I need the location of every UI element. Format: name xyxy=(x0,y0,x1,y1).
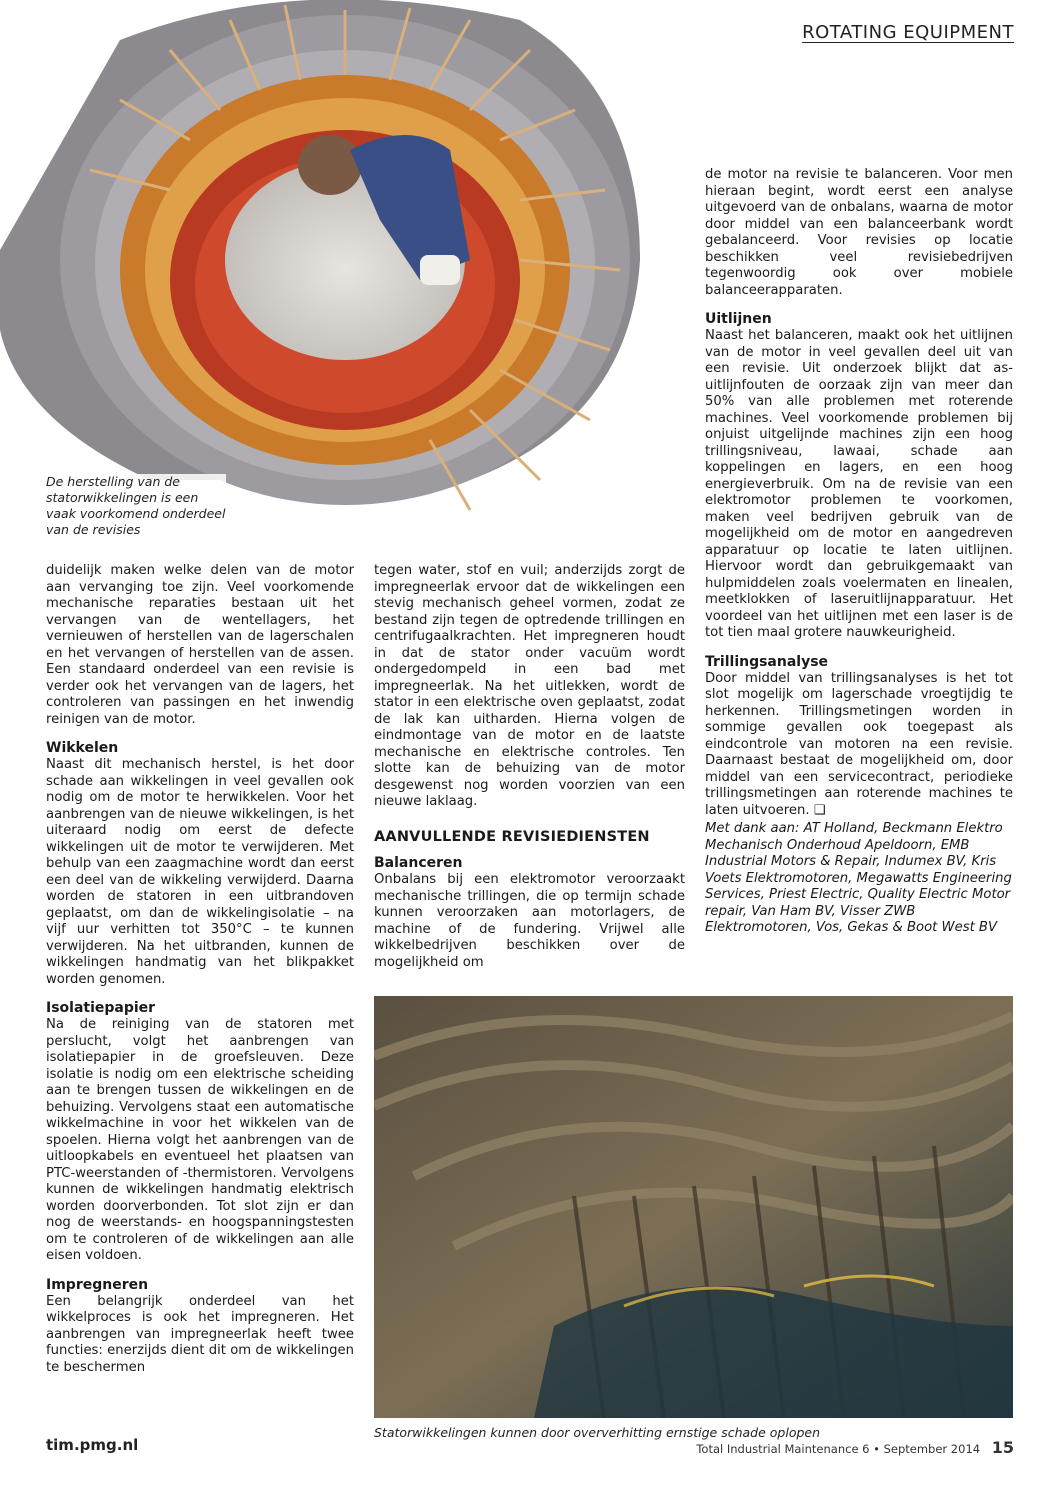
impregneren-continued-paragraph: tegen water, stof en vuil; anderzijds zorgt de impregneerlak ervoor dat de wikkelingen een stevig mechanisch geheel vormen, zodat ze bestand zijn tegen de optredende trillingen en centrifugaalkrachten. Het impregneren houdt in dat de stator onder vacuüm wordt ondergedompeld in een bad met impregneerlak. Na het uitlekken, wordt de stator in een elektrische oven geplaatst, zodat de lak kan uitharden. Hierna volgen de eindmontage van de motor en de laatste mechanische en elektrische controles. Ten slotte kan de behuizing van de motor desgewenst nog worden voorzien van een nieuwe laklaag. xyxy=(374,563,685,809)
heading-aanvullende-revisiediensten: AANVULLENDE REVISIEDIENSTEN xyxy=(374,828,650,845)
publication-info: Total Industrial Maintenance 6 • September 2014 xyxy=(696,1442,981,1456)
column-2 xyxy=(374,563,685,983)
trillingsanalyse-paragraph: Door middel van trillingsanalyses is het tot slot mogelijk om lagerschade vroegtijdig te herkennen. Trillingsmetingen worden in sommige gevallen ook toegepast als eindcontrole van motoren na een revisie. Daarnaast bestaat de mogelijkheid om, door middel van een servicecontract, periodieke trillingsmetingen aan roterende machines te laten uitvoeren. ❑ xyxy=(705,670,1013,818)
intro-paragraph: duidelijk maken welke delen van de motor aan vervanging toe zijn. Veel voorkomende mechanische reparaties bestaan uit het vervangen van de wentellagers, het vernieuwen of herstellen van de lagerschalen en het vervangen of herstellen van de assen. Een standaard onderdeel van een revisie is verder ook het vervangen van de lagers, het controleren van passingen en het inwendig reinigen van de motor. xyxy=(46,563,354,727)
column-1 xyxy=(46,563,354,1388)
top-photo-caption: De herstelling van de statorwikkelingen is een vaak voorkomend onderdeel van de revisies xyxy=(46,474,226,537)
stator-photo xyxy=(0,0,650,545)
heading-isolatiepapier: Isolatiepapier xyxy=(46,1000,156,1016)
page-number: 15 xyxy=(991,1438,1014,1457)
heading-balanceren: Balanceren xyxy=(374,855,463,871)
footer-publication xyxy=(696,1438,1014,1457)
balanceren-paragraph: Onbalans bij een elektromotor veroorzaakt mechanische trillingen, die op termijn schade kunnen veroorzaken aan motorlagers, de machine of de fundering. Vrijwel alle wikkelbedrijven beschikken over de mogelijkheid om xyxy=(374,872,685,970)
uitlijnen-paragraph: Naast het balanceren, maakt ook het uitlijnen van de motor in veel gevallen deel uit van een revisie. Uit onderzoek blijkt dat as-uitlijnfouten de oorzaak zijn van meer dan 50% van alle problemen met roterende machines. Veel voorkomende problemen bij onjuist uitgelijnde machines zijn een hoog trillingsniveau, lawaai, schade aan koppelingen en lagers, en een hoog energieverbruik. Om na de revisie van een elektromotor problemen te voorkomen, maken veel bedrijven gebruik van de mogelijkheid om de motor en aangedreven apparatuur op locatie te laten uitlijnen. Hiervoor wordt dan gebruikgemaakt van hulpmiddelen zoals voelermaten en linealen, meetklokken of laseruitlijnapparatuur. Het voordeel van het uitlijnen met een laser is de tot tien maal grotere nauwkeurigheid. xyxy=(705,328,1013,640)
wikkelen-paragraph: Naast dit mechanisch herstel, is het door schade aan wikkelingen in veel gevallen ook nodig om de motor te herwikkelen. Voor het aanbrengen van de nieuwe wikkelingen, is het uiteraard nodig om eerst de defecte wikkelingen uit de motor te verwijderen. Met behulp van een zaagmachine wordt dan eerst een deel van de wikkeling verwijderd. Daarna worden de statoren in een uitbrandoven geplaatst, om dan de wikkelingisolatie – na vijf uur verhitten tot 350°C – te kunnen verwijderen. Na het uitbranden, kunnen de wikkelingen handmatig van het blikpakket worden genomen. xyxy=(46,757,354,987)
heading-uitlijnen: Uitlijnen xyxy=(705,311,772,327)
heading-impregneren: Impregneren xyxy=(46,1276,149,1293)
isolatiepapier-paragraph: Na de reiniging van de statoren met perslucht, volgt het aanbrengen van isolatiepapier in de groefsleuven. Deze isolatie is nodig om een elektrische scheiding aan te brengen tussen de wikkelingen en de behuizing. Vervolgens staat een automatische wikkelmachine in voor het wikkelen van de spoelen. Hierna volgt het aanbrengen van de uitloopkabels en eventueel het plaatsen van PTC-weerstanden of -thermistoren. Vervolgens kunnen de wikkelingen handmatig elektrisch worden doorverbonden. Tot slot zijn er dan nog de weerstands- en hoogspanningstesten om te controleren of de wikkelingen aan alle eisen voldoen. xyxy=(46,1017,354,1263)
website-link[interactable]: tim.pmg.nl xyxy=(46,1436,139,1454)
damaged-windings-photo xyxy=(374,996,1013,1418)
section-label: ROTATING EQUIPMENT xyxy=(802,22,1014,43)
bottom-photo-caption: Statorwikkelingen kunnen door oververhitting ernstige schade oplopen xyxy=(374,1425,821,1440)
acknowledgements: Met dank aan: AT Holland, Beckmann Elektro Mechanisch Onderhoud Apeldoorn, EMB Industrial Motors & Repair, Indumex BV, Kris Voets Elektromotoren, Megawatts Engineering Services, Priest Electric, Quality Electric Motor repair, Van Ham BV, Visser ZWB Elektromotoren, Vos, Gekas & Boot West BV xyxy=(705,821,1012,935)
column-3 xyxy=(705,167,1013,949)
impregneren-paragraph: Een belangrijk onderdeel van het wikkelproces is ook het impregneren. Het aanbrengen van impregneerlak heeft twee functies: enerzijds dient dit om de wikkelingen te beschermen xyxy=(46,1293,354,1375)
heading-wikkelen: Wikkelen xyxy=(46,740,119,756)
balanceren-continued-paragraph: de motor na revisie te balanceren. Voor men hieraan begint, wordt eerst een analyse uitgevoerd van de onbalans, waarna de motor door middel van een balanceerbank wordt gebalanceerd. Voor revisies op locatie beschikken veel revisiebedrijven tegenwoordig ook over mobiele balanceerapparaten. xyxy=(705,167,1013,298)
heading-trillingsanalyse: Trillingsanalyse xyxy=(705,653,829,670)
